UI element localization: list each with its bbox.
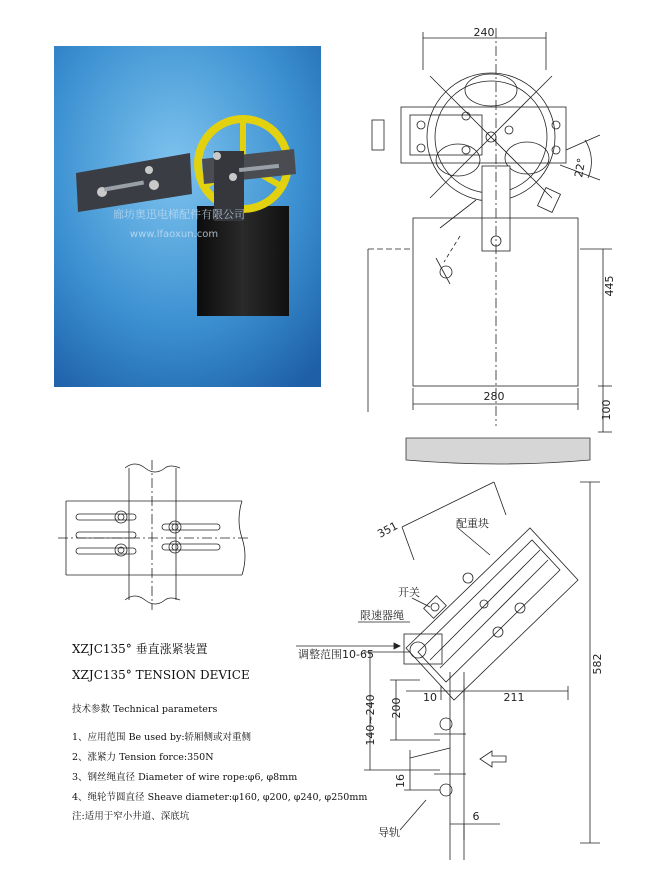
specs-heading: 技术参数 Technical parameters [72, 704, 218, 715]
label-speed-rope: 限速器绳 [360, 609, 404, 622]
dim-211: 211 [503, 691, 525, 704]
dim-16: 16 [394, 774, 407, 788]
dim-351: 351 [375, 519, 400, 541]
plan-view [58, 460, 250, 610]
dim-10: 10 [423, 691, 437, 704]
label-adjust-range: 调整范围10-65 [298, 648, 374, 661]
label-switch: 开关 [398, 586, 420, 599]
watermark-url: www.lfaoxun.com [129, 229, 219, 240]
title-cn: XZJC135° 垂直涨紧装置 [72, 642, 208, 656]
dim-582: 582 [591, 653, 604, 675]
label-counterweight: 配重块 [456, 517, 489, 530]
spec-item: 3、钢丝绳直径 Diameter of wire rope:φ6, φ8mm [72, 772, 298, 783]
dim-280: 280 [483, 390, 505, 403]
dim-445: 445 [603, 275, 616, 297]
spec-note: 注:适用于窄小井道、深底坑 [72, 811, 190, 822]
dim-6: 6 [472, 810, 480, 823]
side-view [296, 482, 600, 860]
dim-240: 240 [473, 26, 495, 39]
dim-22-deg: 22° [572, 157, 589, 179]
spec-item: 2、涨紧力 Tension force:350N [72, 752, 214, 763]
dim-140-240: 140~240 [364, 694, 377, 746]
label-guide-rail: 导轨 [378, 826, 400, 839]
dim-100: 100 [600, 399, 613, 421]
title-en: XZJC135° TENSION DEVICE [72, 668, 250, 682]
dim-200: 200 [390, 697, 403, 719]
watermark-cn: 廊坊奥迅电梯配件有限公司 [113, 208, 245, 221]
spec-item: 4、绳轮节圆直径 Sheave diameter:φ160, φ200, φ240, φ250mm [72, 792, 368, 803]
spec-item: 1、应用范围 Be used by:轿厢侧或对重侧 [72, 732, 252, 743]
